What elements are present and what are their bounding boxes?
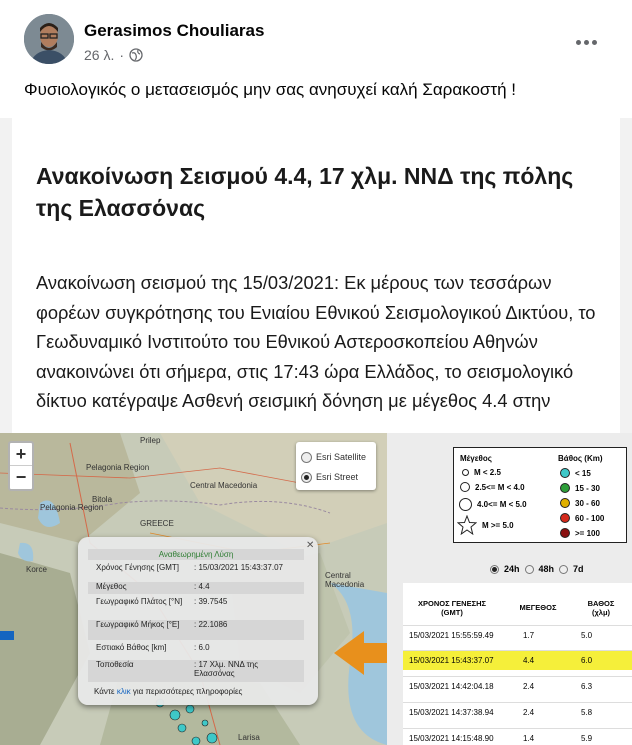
popup-row-value: : 39.7545 (194, 597, 228, 606)
more-info-link[interactable]: κλικ (116, 687, 131, 696)
popup-row (88, 597, 304, 617)
cell-depth: 6.0 (581, 656, 593, 665)
radio-selected-icon[interactable] (490, 565, 499, 574)
time-option-48h[interactable]: 48h (538, 564, 555, 574)
popup-title: Αναθεωρημένη Λύση (88, 549, 304, 560)
cell-magnitude: 4.4 (523, 656, 535, 665)
legend-depth-item (560, 483, 600, 493)
cell-depth: 5.0 (581, 631, 593, 640)
author-name[interactable]: Gerasimos Chouliaras (84, 21, 265, 40)
article-body (36, 268, 616, 430)
earthquake-popup (78, 537, 318, 705)
table-row[interactable] (403, 676, 632, 696)
popup-row-value: : 4.4 (194, 582, 210, 591)
circle-small-icon (462, 469, 469, 476)
legend-label: 2.5<= M < 4.0 (475, 482, 525, 492)
legend-label: 30 - 60 (575, 498, 600, 508)
legend-label: M < 2.5 (474, 468, 501, 477)
author-avatar[interactable] (24, 14, 74, 64)
cell-depth: 5.8 (581, 708, 593, 717)
legend-label: M >= 5.0 (482, 520, 514, 530)
dot-icon (584, 40, 589, 45)
legend-label: >= 100 (575, 528, 600, 538)
time-option-7d[interactable]: 7d (573, 564, 584, 574)
legend-depth-item (560, 528, 600, 538)
column-header: ΧΡΟΝΟΣ ΓΕΝΕΣΗΣ (GMT) (417, 599, 487, 617)
circle-large-icon (459, 498, 472, 511)
more-options-button[interactable] (568, 24, 604, 60)
post-text: Φυσιολογικός ο μετασεισμός μην σας ανησυχεί καλή Σαρακοστή ! (24, 80, 517, 99)
legend-magnitude-item (457, 515, 514, 535)
table-row[interactable] (403, 702, 632, 722)
cell-magnitude: 2.4 (523, 708, 535, 717)
time-option-24h[interactable]: 24h (504, 564, 520, 574)
popup-row (88, 582, 304, 594)
map-place-label: Bitola (92, 495, 113, 504)
zoom-control (8, 441, 34, 491)
table-row[interactable] (403, 728, 632, 745)
earthquake-table (403, 583, 632, 745)
table-row-highlighted[interactable] (403, 650, 632, 670)
cell-time: 15/03/2021 15:43:37.07 (409, 656, 494, 665)
popup-footer-text: για περισσότερες πληροφορίες (132, 687, 243, 696)
dot-icon (576, 40, 581, 45)
cell-magnitude: 1.7 (523, 631, 535, 640)
popup-row-label: Χρόνος Γένησης [GMT] (96, 563, 179, 572)
legend-label: 4.0<= M < 5.0 (477, 500, 527, 509)
popup-row (88, 660, 304, 682)
depth-color-icon (560, 528, 570, 538)
map-place-label: Prilep (140, 436, 161, 445)
popup-row-label: Εστιακό Βάθος [km] (96, 643, 167, 652)
cell-magnitude: 1.4 (523, 734, 535, 743)
star-icon (457, 515, 477, 535)
popup-row (88, 563, 304, 582)
popup-row-value: : 22.1086 (194, 620, 228, 629)
globe-icon (129, 48, 143, 62)
meta-separator: · (119, 47, 125, 63)
map-place-label: GREECE (140, 519, 174, 528)
radio-icon[interactable] (525, 565, 534, 574)
popup-row-value: : 6.0 (194, 643, 210, 652)
legend-magnitude-item (459, 498, 527, 511)
legend-depth-item (560, 513, 604, 523)
cell-magnitude: 2.4 (523, 682, 535, 691)
legend-depth-title: Βάθος (Km) (558, 454, 603, 463)
cell-depth: 5.9 (581, 734, 593, 743)
column-header: ΜΕΓΕΘΟΣ (519, 603, 557, 612)
cell-time: 15/03/2021 14:37:38.94 (409, 708, 494, 717)
popup-row-value: : 17 Χλμ. ΝΝΔ της Ελασσόνας (194, 660, 259, 678)
dot-icon (592, 40, 597, 45)
close-icon[interactable]: ✕ (306, 540, 315, 551)
post-time[interactable]: 26 λ. (84, 47, 115, 63)
map-place-label: Korce (26, 565, 47, 574)
cell-time: 15/03/2021 14:15:48.90 (409, 734, 494, 743)
depth-color-icon (560, 483, 570, 493)
legend-label: 60 - 100 (575, 513, 605, 523)
popup-row-label: Γεωγραφικό Πλάτος [°N] (96, 597, 183, 606)
map-place-label: Pelagonia Region (40, 503, 104, 512)
popup-row-label: Γεωγραφικό Μήκος [°E] (96, 620, 180, 629)
right-panel (387, 433, 632, 745)
circle-medium-icon (460, 482, 470, 492)
post-meta (84, 47, 143, 63)
column-header: ΒΑΘΟΣ (χλμ) (587, 599, 615, 617)
layer-option-street[interactable] (301, 467, 376, 487)
popup-row (88, 620, 304, 640)
legend-label: 15 - 30 (575, 483, 600, 493)
cell-time: 15/03/2021 15:55:59.49 (409, 631, 494, 640)
legend-magnitude-item (462, 468, 501, 477)
table-row[interactable] (403, 625, 632, 645)
popup-row-value: : 15/03/2021 15:43:37.07 (194, 563, 283, 572)
legend-depth-item (560, 468, 591, 478)
legend-magnitude-title: Μέγεθος (460, 454, 492, 463)
popup-row (88, 643, 304, 655)
radio-selected-icon[interactable] (301, 472, 312, 483)
depth-color-icon (560, 468, 570, 478)
legend-depth-item (560, 498, 600, 508)
legend-magnitude-item (460, 482, 525, 492)
layer-option-satellite[interactable] (301, 447, 376, 467)
article-title: Ανακοίνωση Σεισμού 4.4, 17 χλμ. ΝΝΔ της πόλης της Ελασσόνας (36, 163, 574, 221)
article-body-text: Ανακοίνωση σεισμού της 15/03/2021: Εκ μέρους των τεσσάρων φορέων συγκρότησης του Ενιαίου Εθνικού Σεισμολογικού Δικτύου, το Γεωδυναμικό Ινστιτούτο του Εθνικού Αστεροσκοπείου Αθηνών ανακοινώνει ότι σήμερα, στις 17:43 ώρα Ελλάδος, το σεισμολογικό δίκτυο κατέγραψε Ασθενή σεισμική δόνηση με μέγεθος 4.4 στην (36, 272, 596, 411)
basemap-switcher (296, 442, 376, 490)
depth-color-icon (560, 513, 570, 523)
map-place-label: Central Macedonia (325, 571, 365, 589)
map-place-label: Larisa (238, 733, 260, 742)
zoom-in-button[interactable]: + (10, 443, 32, 466)
legend-label: < 15 (575, 468, 591, 478)
layer-label: Esri Satellite (316, 452, 367, 462)
zoom-out-button[interactable]: − (15, 467, 27, 487)
popup-footer-text: Κάντε (94, 687, 115, 696)
popup-row-label: Τοποθεσία (96, 660, 134, 669)
map-place-label: Central Macedonia (190, 481, 258, 490)
time-filter (490, 564, 584, 574)
seismic-map[interactable] (0, 433, 387, 745)
cell-time: 15/03/2021 14:42:04.18 (409, 682, 494, 691)
radio-icon[interactable] (559, 565, 568, 574)
cell-depth: 6.3 (581, 682, 593, 691)
map-image[interactable] (0, 433, 632, 745)
layer-label: Esri Street (316, 472, 359, 482)
radio-icon[interactable] (301, 452, 312, 463)
popup-footer (94, 687, 242, 696)
map-place-label: Pelagonia Region (86, 463, 150, 472)
post-header (0, 0, 632, 75)
depth-color-icon (560, 498, 570, 508)
map-legend (453, 447, 627, 543)
popup-row-label: Μέγεθος (96, 582, 127, 591)
